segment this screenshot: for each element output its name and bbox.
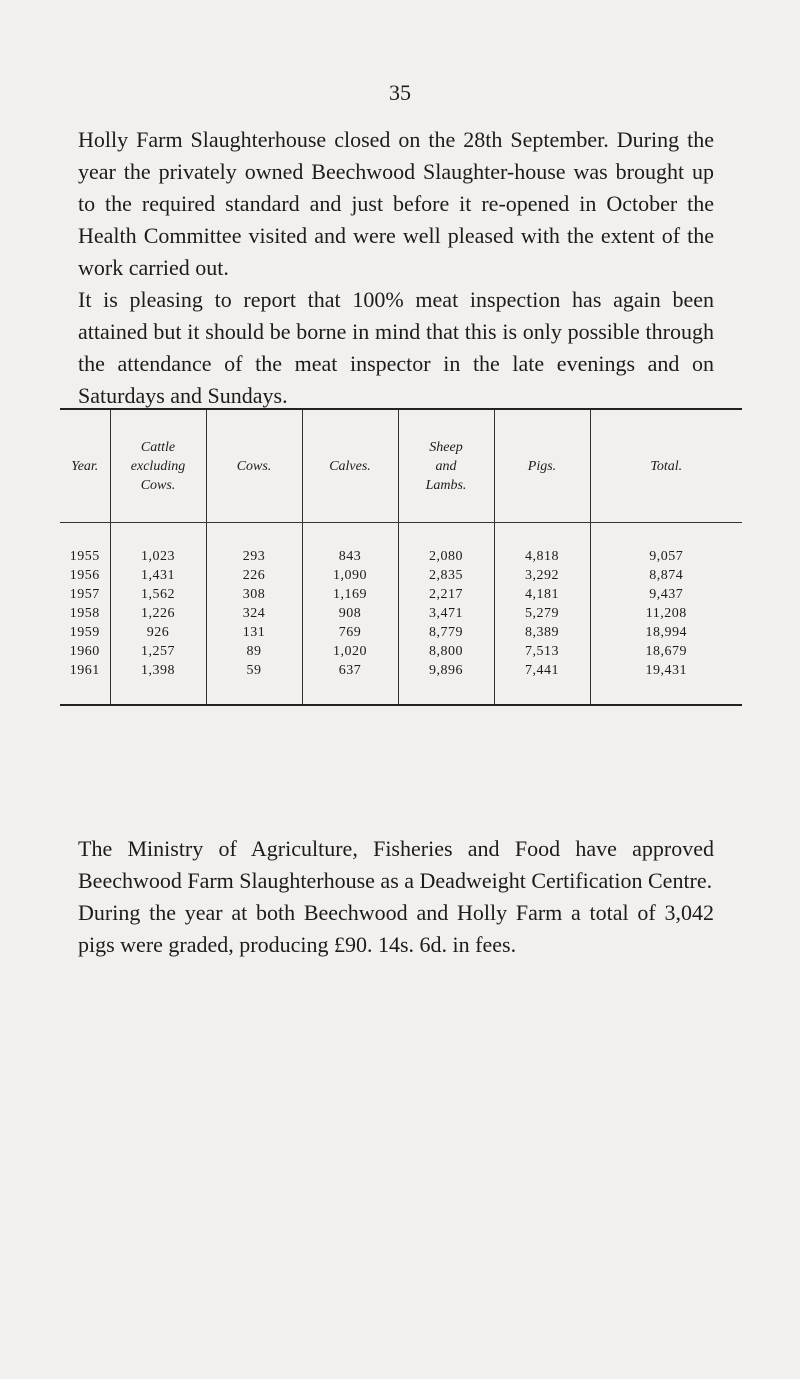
cell-sheep: 8,800: [398, 642, 494, 661]
cell-cattle: 1,023: [110, 523, 206, 567]
cell-cows: 293: [206, 523, 302, 567]
cell-year: 1957: [69, 587, 100, 602]
cell-total: 9,437: [590, 585, 742, 604]
page-number: 35: [389, 80, 411, 105]
header-sheep: [398, 409, 494, 523]
cell-sheep: 2,080: [398, 523, 494, 567]
cell-sheep: 2,835: [398, 566, 494, 585]
cell-calves: 637: [302, 661, 398, 705]
cell-pigs: 4,818: [494, 523, 590, 567]
cell-cattle: 1,562: [110, 585, 206, 604]
cell-total: 18,679: [590, 642, 742, 661]
cell-pigs: 7,513: [494, 642, 590, 661]
cell-cows: 131: [206, 623, 302, 642]
header-sheep-line2: and: [435, 458, 457, 474]
cell-cattle: 1,257: [110, 642, 206, 661]
header-cows: Cows.: [206, 409, 302, 523]
cell-cows: 226: [206, 566, 302, 585]
table-row: [60, 604, 742, 623]
header-cattle-line3: Cows.: [140, 477, 176, 493]
cell-calves: 1,169: [302, 585, 398, 604]
table-row: [60, 642, 742, 661]
header-pigs: Pigs.: [494, 409, 590, 523]
cell-calves: 1,090: [302, 566, 398, 585]
cell-cattle: 926: [110, 623, 206, 642]
cell-total: 18,994: [590, 623, 742, 642]
paragraph-slaughterhouse-closure: Holly Farm Slaughterhouse closed on the 28th September. During the year the privately owned Beechwood Slaughter-house was brought up to the required standard and just before it re-opened in October the Health Committee visited and were well pleased with the extent of the work carried out.: [78, 127, 714, 280]
header-year: Year.: [60, 409, 110, 523]
header-sheep-line1: Sheep: [429, 439, 463, 455]
cell-total: 19,431: [590, 661, 742, 705]
paragraph-ministry-approval: The Ministry of Agriculture, Fisheries and Food have approved Beechwood Farm Slaughterhouse as a Deadweight Certification Centre.: [78, 836, 714, 893]
table-row: [60, 661, 742, 705]
cell-calves: 908: [302, 604, 398, 623]
cell-total: 9,057: [590, 523, 742, 567]
paragraph-pig-grading: During the year at both Beechwood and Holly Farm a total of 3,042 pigs were graded, producing £90. 14s. 6d. in fees.: [78, 900, 714, 957]
cell-pigs: 4,181: [494, 585, 590, 604]
cell-pigs: 8,389: [494, 623, 590, 642]
header-cattle: [110, 409, 206, 523]
cell-cows: 89: [206, 642, 302, 661]
header-sheep-line3: Lambs.: [425, 477, 467, 493]
cell-calves: 843: [302, 523, 398, 567]
paragraph-meat-inspection: It is pleasing to report that 100% meat inspection has again been attained but it should be borne in mind that this is only possible through the attendance of the meat inspector in the late evenings and on Saturdays and Sundays.: [78, 287, 714, 408]
slaughter-statistics-table: [60, 408, 742, 706]
cell-year: 1960: [69, 644, 100, 659]
cell-cattle: 1,431: [110, 566, 206, 585]
cell-cows: 308: [206, 585, 302, 604]
cell-sheep: 8,779: [398, 623, 494, 642]
cell-cows: 59: [206, 661, 302, 705]
cell-cattle: 1,226: [110, 604, 206, 623]
table-row: [60, 623, 742, 642]
cell-year: 1956: [69, 568, 100, 583]
table-body: [60, 523, 742, 706]
cell-cattle: 1,398: [110, 661, 206, 705]
cell-pigs: 5,279: [494, 604, 590, 623]
cell-total: 8,874: [590, 566, 742, 585]
cell-pigs: 3,292: [494, 566, 590, 585]
cell-cows: 324: [206, 604, 302, 623]
cell-calves: 1,020: [302, 642, 398, 661]
table-row: [60, 523, 742, 567]
cell-pigs: 7,441: [494, 661, 590, 705]
cell-sheep: 3,471: [398, 604, 494, 623]
cell-sheep: 9,896: [398, 661, 494, 705]
slaughter-statistics-table-wrap: [60, 408, 742, 706]
cell-total: 11,208: [590, 604, 742, 623]
header-cattle-line1: Cattle: [140, 439, 176, 455]
table-row: [60, 585, 742, 604]
cell-sheep: 2,217: [398, 585, 494, 604]
header-cattle-line2: excluding: [130, 458, 186, 474]
header-calves: Calves.: [302, 409, 398, 523]
cell-year: 1961: [69, 663, 100, 678]
table-row: [60, 566, 742, 585]
cell-calves: 769: [302, 623, 398, 642]
cell-year: 1955: [69, 549, 100, 564]
table-header-row: [60, 409, 742, 523]
cell-year: 1959: [69, 625, 100, 640]
cell-year: 1958: [69, 606, 100, 621]
header-total: Total.: [590, 409, 742, 523]
